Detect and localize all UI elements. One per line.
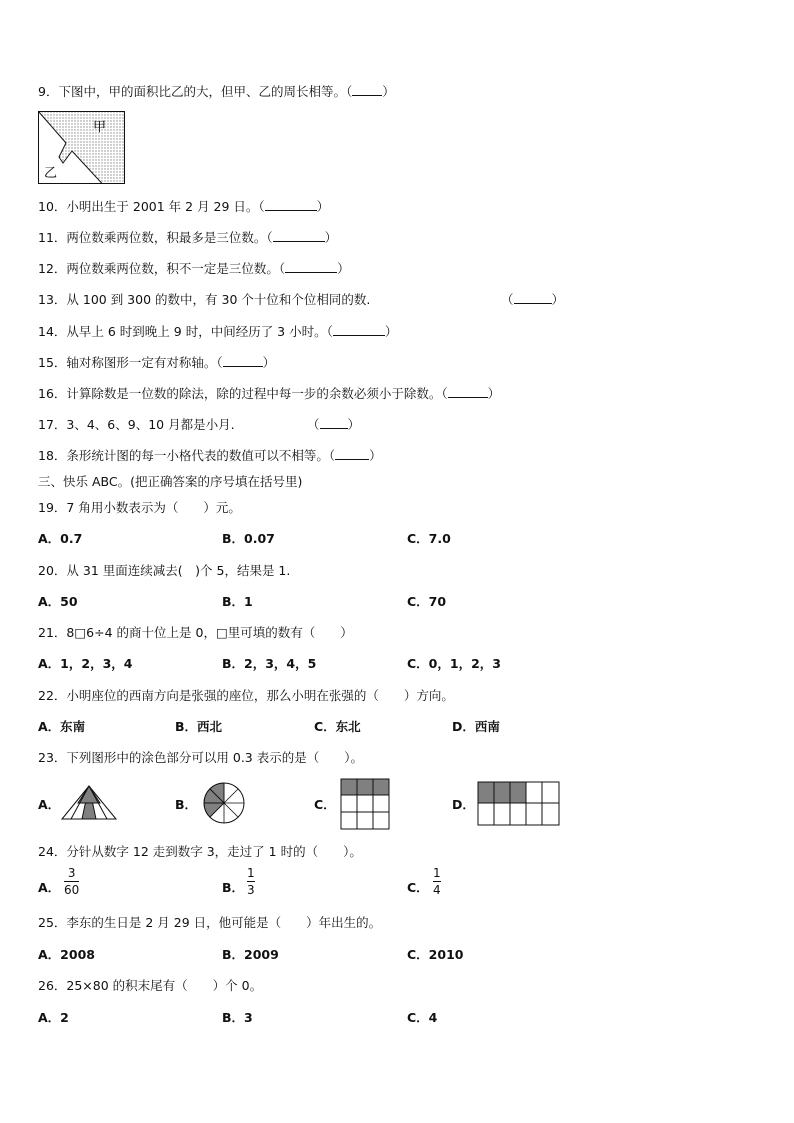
answer-blank-13[interactable] [514,292,552,304]
q22-option-c[interactable]: C．东北 [314,719,361,734]
question-24: 24．分针从数字 12 走到数字 3，走过了 1 时的（ ）。 [38,844,362,859]
question-10: 10．小明出生于 2001 年 2 月 29 日。（ ） [38,199,330,214]
question-22: 22．小明座位的西南方向是张强的座位，那么小明在张强的（ ）方向。 [38,688,454,703]
q23-triangle-figure[interactable] [61,784,117,820]
q21-option-b[interactable]: B．2，3，4，5 [222,656,317,671]
q26-option-b[interactable]: B．3 [222,1010,253,1025]
q20-option-b[interactable]: B．1 [222,594,253,609]
question-12: 12．两位数乘两位数，积不一定是三位数。（ ） [38,261,350,276]
q22-option-a[interactable]: A．东南 [38,719,86,734]
question-9: 9．下图中，甲的面积比乙的大，但甲、乙的周长相等。（ ） [38,84,395,99]
q21-option-a[interactable]: A．1，2，3，4 [38,656,133,671]
question-20: 20．从 31 里面连续减去( )个 5，结果是 1. [38,563,291,578]
q24-fraction-b: 1 3 [247,866,255,897]
q22-option-b[interactable]: B．西北 [175,719,223,734]
answer-blank-12[interactable] [285,261,337,273]
question-16: 16．计算除数是一位数的除法，除的过程中每一步的余数必须小于除数。（ ） [38,386,501,401]
answer-blank-18[interactable] [335,448,369,460]
answer-blank-9[interactable] [352,84,382,96]
q24-fraction-a: 3 60 [64,866,80,897]
question-11: 11．两位数乘两位数，积最多是三位数。（ ） [38,230,338,245]
q20-option-c[interactable]: C．70 [407,594,447,609]
q24-option-b[interactable]: B． [222,880,245,895]
answer-blank-10[interactable] [265,199,317,211]
q23-bar-figure[interactable] [477,781,561,827]
question-15: 15．轴对称图形一定有对称轴。（ ） [38,355,276,370]
question-13: 13．从 100 到 300 的数中，有 30 个十位和个位相同的数. [38,292,371,307]
q20-option-a[interactable]: A．50 [38,594,78,609]
question-14: 14．从早上 6 时到晚上 9 时，中间经历了 3 小时。（ ） [38,324,398,339]
q25-option-b[interactable]: B．2009 [222,947,279,962]
q25-option-a[interactable]: A．2008 [38,947,95,962]
q19-option-b[interactable]: B．0.07 [222,531,275,546]
q23-option-a[interactable]: A． [38,797,61,812]
q26-option-a[interactable]: A．2 [38,1010,69,1025]
q21-option-c[interactable]: C．0，1，2，3 [407,656,501,671]
q24-fraction-c: 1 4 [433,866,441,897]
answer-blank-17[interactable] [320,417,348,429]
label-yi: 乙 [44,166,58,181]
section-heading: 三、快乐 ABC。(把正确答案的序号填在括号里) [38,474,303,489]
q19-option-a[interactable]: A．0.7 [38,531,83,546]
question-19: 19．7 角用小数表示为（ ）元。 [38,500,241,515]
q22-option-d[interactable]: D．西南 [452,719,500,734]
question-23: 23．下列图形中的涂色部分可以用 0.3 表示的是（ ）。 [38,750,363,765]
answer-blank-15[interactable] [223,355,263,367]
q25-option-c[interactable]: C．2010 [407,947,464,962]
q23-option-b[interactable]: B． [175,797,198,812]
answer-blank-14[interactable] [333,324,385,336]
answer-blank-16[interactable] [448,386,488,398]
q9-figure [38,111,126,185]
q23-grid-figure[interactable] [340,778,390,830]
q19-option-c[interactable]: C．7.0 [407,531,451,546]
question-26: 26．25×80 的积末尾有（ ）个 0。 [38,978,263,993]
question-17-answer: （ ） [307,417,361,432]
question-18: 18．条形统计图的每一小格代表的数值可以不相等。（ ） [38,448,382,463]
q26-option-c[interactable]: C．4 [407,1010,438,1025]
question-13-answer: （ ） [501,292,565,307]
q23-circle-figure[interactable] [201,781,247,825]
q23-option-c[interactable]: C． [314,797,336,812]
question-25: 25．李东的生日是 2 月 29 日，他可能是（ ）年出生的。 [38,915,382,930]
question-17: 17．3、4、6、9、10 月都是小月. [38,417,235,432]
label-jia: 甲 [93,120,107,135]
question-21: 21．8□6÷4 的商十位上是 0，□里可填的数有（ ） [38,625,353,640]
q23-option-d[interactable]: D． [452,797,475,812]
q24-option-c[interactable]: C． [407,880,429,895]
question-9-text: 9．下图中，甲的面积比乙的大，但甲、乙的周长相等。（ [38,84,353,99]
q24-option-a[interactable]: A． [38,880,61,895]
answer-blank-11[interactable] [273,230,325,242]
